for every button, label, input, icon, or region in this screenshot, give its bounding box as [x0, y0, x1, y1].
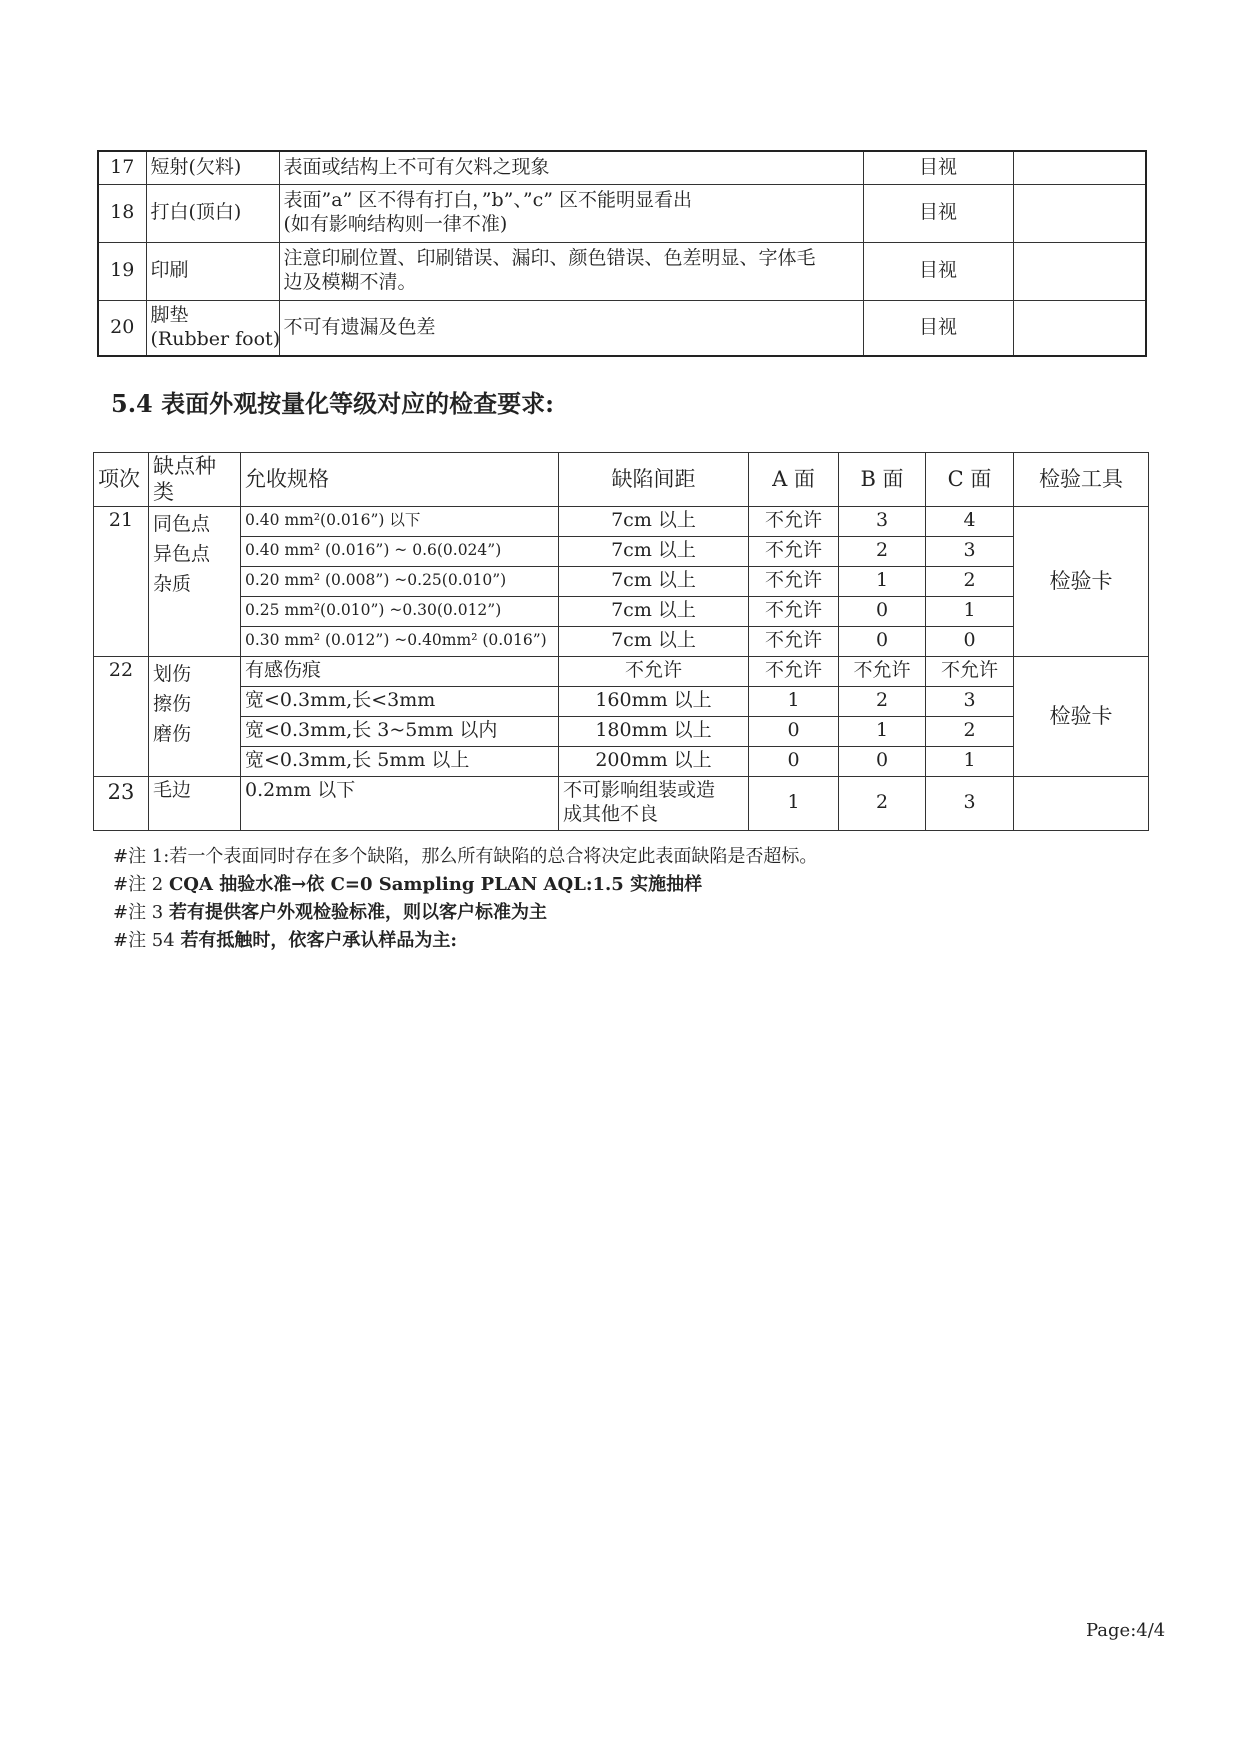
table-row — [94, 566, 1149, 596]
inspection-method: 目视 — [863, 300, 1013, 356]
acceptance-spec: 0.40 mm²(0.016”) 以下 — [241, 506, 559, 536]
item-description: 不可有遗漏及色差 — [279, 300, 863, 356]
note-line — [113, 927, 817, 955]
item-description — [279, 242, 863, 300]
defect-type: 毛边 — [149, 776, 241, 830]
note-line — [113, 871, 817, 899]
defect-distance: 200mm 以上 — [559, 746, 749, 776]
defect-type: 擦伤 — [153, 692, 192, 715]
c-surface-value: 0 — [926, 626, 1014, 656]
acceptance-spec: 宽<0.3mm,长 5mm 以上 — [241, 746, 559, 776]
item-number: 22 — [94, 656, 149, 776]
inspection-method: 目视 — [863, 242, 1013, 300]
inspection-table-items-17-20 — [97, 150, 1147, 357]
table-row — [94, 596, 1149, 626]
b-surface-value: 1 — [839, 566, 926, 596]
a-surface-value: 不允许 — [749, 536, 839, 566]
item-number: 17 — [98, 151, 146, 184]
header-c-surface: C 面 — [926, 453, 1014, 507]
defect-type: 杂质 — [153, 572, 192, 595]
note-prefix: #注 2 — [113, 874, 169, 895]
item-note — [1013, 184, 1146, 242]
defect-type: 划伤 — [153, 662, 192, 685]
table-row — [94, 716, 1149, 746]
table-row — [98, 184, 1146, 242]
item-name-line-1: 脚垫 — [150, 304, 189, 326]
distance-line-2: 成其他不良 — [563, 803, 659, 825]
item-number: 23 — [94, 776, 149, 830]
item-description: 表面或结构上不可有欠料之现象 — [279, 151, 863, 184]
table-row — [94, 626, 1149, 656]
item-number: 18 — [98, 184, 146, 242]
c-surface-value: 不允许 — [926, 656, 1014, 686]
defect-type: 异色点 — [153, 542, 211, 565]
note-text: 若有抵触时，依客户承认样品为主: — [180, 930, 458, 951]
section-title: 5.4 表面外观按量化等级对应的检查要求: — [111, 389, 554, 418]
note-line — [113, 899, 817, 927]
description-line-2: 边及模糊不清。 — [283, 271, 417, 293]
item-number: 19 — [98, 242, 146, 300]
item-name: 短射(欠料) — [146, 151, 279, 184]
defect-distance: 7cm 以上 — [559, 566, 749, 596]
item-note — [1013, 151, 1146, 184]
defect-type: 磨伤 — [153, 722, 192, 745]
acceptance-spec: 宽<0.3mm,长<3mm — [241, 686, 559, 716]
acceptance-spec: 0.2mm 以下 — [241, 776, 559, 830]
acceptance-spec: 0.40 mm² (0.016”) ~ 0.6(0.024”) — [241, 536, 559, 566]
b-surface-value: 0 — [839, 626, 926, 656]
description-line-1: 表面”a” 区不得有打白，”b”、”c” 区不能明显看出 — [283, 189, 692, 212]
item-note — [1013, 242, 1146, 300]
defect-distance: 7cm 以上 — [559, 596, 749, 626]
a-surface-value: 不允许 — [749, 626, 839, 656]
defect-types — [149, 506, 241, 656]
header-b-surface: B 面 — [839, 453, 926, 507]
page-number: Page:4/4 — [1086, 1620, 1166, 1641]
description-line-1: 注意印刷位置、印刷错误、漏印、颜色错误、色差明显、字体毛 — [283, 247, 816, 270]
defect-distance: 7cm 以上 — [559, 536, 749, 566]
note-prefix: #注 54 — [113, 930, 181, 951]
table-row — [94, 746, 1149, 776]
c-surface-value: 3 — [926, 776, 1014, 830]
defect-type: 同色点 — [153, 512, 211, 535]
item-name — [146, 300, 279, 356]
note-text: 若一个表面同时存在多个缺陷，那么所有缺陷的总合将决定此表面缺陷是否超标。 — [169, 846, 818, 867]
inspection-method: 目视 — [863, 151, 1013, 184]
table-row — [94, 506, 1149, 536]
b-surface-value: 1 — [839, 716, 926, 746]
table-row — [98, 151, 1146, 184]
defect-types — [149, 656, 241, 776]
acceptance-spec: 0.30 mm² (0.012”) ~0.40mm² (0.016”) — [241, 626, 559, 656]
a-surface-value: 1 — [749, 686, 839, 716]
defect-distance — [559, 776, 749, 830]
note-prefix: #注 3 — [113, 902, 169, 923]
inspection-tool: 检验卡 — [1014, 506, 1149, 656]
surface-defect-table — [93, 452, 1149, 831]
inspection-tool — [1014, 776, 1149, 830]
note-text: 若有提供客户外观检验标准，则以客户标准为主 — [168, 902, 547, 923]
header-distance: 缺陷间距 — [559, 453, 749, 507]
b-surface-value: 3 — [839, 506, 926, 536]
item-name-line-2: (Rubber foot) — [150, 327, 281, 350]
b-surface-value: 0 — [839, 746, 926, 776]
a-surface-value: 不允许 — [749, 596, 839, 626]
inspection-tool: 检验卡 — [1014, 656, 1149, 776]
table-row — [98, 242, 1146, 300]
item-name: 印刷 — [146, 242, 279, 300]
header-tool: 检验工具 — [1014, 453, 1149, 507]
c-surface-value: 3 — [926, 686, 1014, 716]
a-surface-value: 不允许 — [749, 566, 839, 596]
b-surface-value: 2 — [839, 536, 926, 566]
defect-distance: 180mm 以上 — [559, 716, 749, 746]
item-note — [1013, 300, 1146, 356]
note-prefix: #注 1: — [113, 846, 170, 867]
a-surface-value: 0 — [749, 716, 839, 746]
b-surface-value: 2 — [839, 776, 926, 830]
defect-distance: 7cm 以上 — [559, 626, 749, 656]
a-surface-value: 不允许 — [749, 506, 839, 536]
defect-distance: 160mm 以上 — [559, 686, 749, 716]
c-surface-value: 1 — [926, 746, 1014, 776]
distance-line-1: 不可影响组装或造 — [563, 779, 716, 802]
table-row — [98, 300, 1146, 356]
item-number: 20 — [98, 300, 146, 356]
c-surface-value: 2 — [926, 566, 1014, 596]
a-surface-value: 1 — [749, 776, 839, 830]
b-surface-value: 0 — [839, 596, 926, 626]
c-surface-value: 1 — [926, 596, 1014, 626]
header-spec: 允收规格 — [241, 453, 559, 507]
c-surface-value: 2 — [926, 716, 1014, 746]
defect-distance: 不允许 — [559, 656, 749, 686]
inspection-method: 目视 — [863, 184, 1013, 242]
acceptance-spec: 0.25 mm²(0.010”) ~0.30(0.012”) — [241, 596, 559, 626]
acceptance-spec: 0.20 mm² (0.008”) ~0.25(0.010”) — [241, 566, 559, 596]
b-surface-value: 不允许 — [839, 656, 926, 686]
acceptance-spec: 宽<0.3mm,长 3~5mm 以内 — [241, 716, 559, 746]
item-name: 打白(顶白) — [146, 184, 279, 242]
acceptance-spec: 有感伤痕 — [241, 656, 559, 686]
header-defect: 缺点种类 — [149, 453, 241, 507]
a-surface-value: 0 — [749, 746, 839, 776]
header-no: 项次 — [94, 453, 149, 507]
table-row — [94, 776, 1149, 830]
item-number: 21 — [94, 506, 149, 656]
table-header-row — [94, 453, 1149, 507]
item-description — [279, 184, 863, 242]
table-row — [94, 686, 1149, 716]
note-line — [113, 843, 817, 871]
c-surface-value: 3 — [926, 536, 1014, 566]
b-surface-value: 2 — [839, 686, 926, 716]
c-surface-value: 4 — [926, 506, 1014, 536]
notes — [113, 843, 817, 955]
header-a-surface: A 面 — [749, 453, 839, 507]
table-row — [94, 656, 1149, 686]
defect-distance: 7cm 以上 — [559, 506, 749, 536]
a-surface-value: 不允许 — [749, 656, 839, 686]
description-line-2: (如有影响结构则一律不准) — [283, 213, 508, 235]
table-row — [94, 536, 1149, 566]
note-text: CQA 抽验水准→依 C=0 Sampling PLAN AQL:1.5 实施抽样 — [168, 874, 703, 895]
